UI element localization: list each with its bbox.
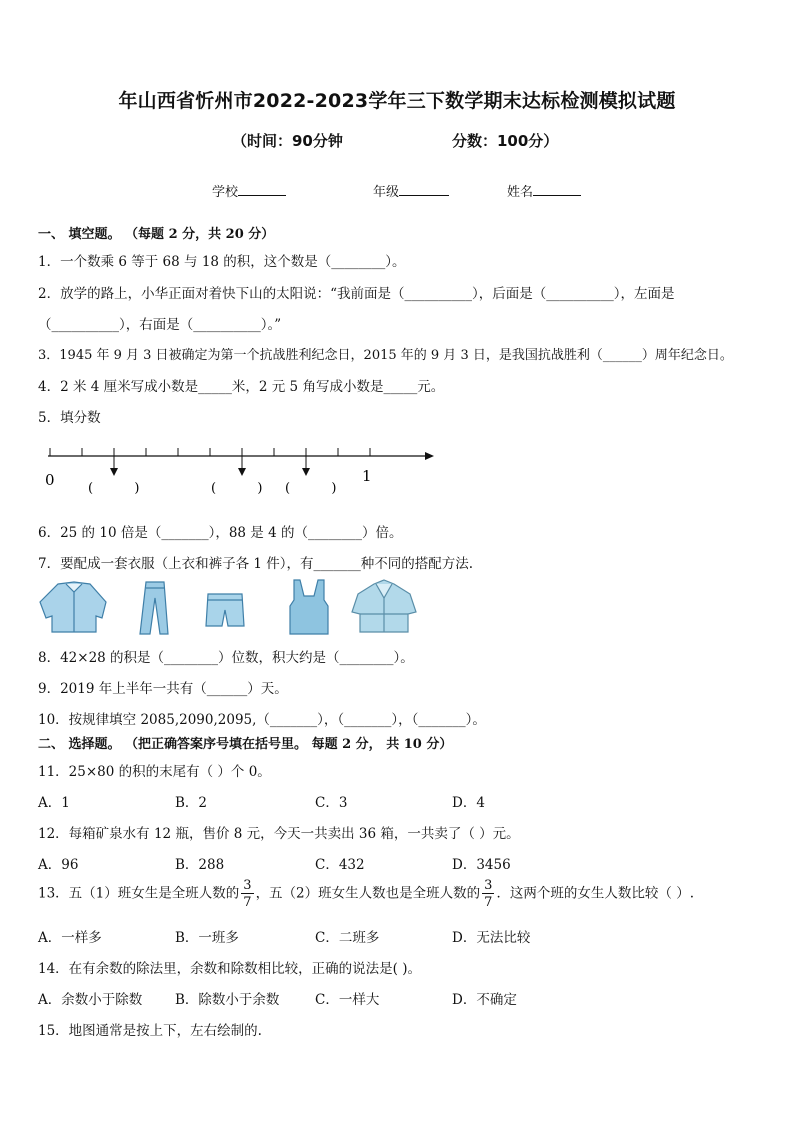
q13-fraction-1: $\frac{3}{7}$ [243, 878, 252, 910]
q13-fraction-2: $\frac{3}{7}$ [484, 878, 493, 910]
school-field[interactable] [212, 181, 286, 200]
q11-option-a[interactable]: A．1 [38, 795, 70, 811]
arrow-icon [302, 456, 310, 476]
page-title: 年山西省忻州市2022-2023学年三下数学期末达标检测模拟试题 [118, 90, 676, 112]
q13-option-a[interactable]: A．一样多 [38, 930, 102, 946]
number-line-blank-3[interactable]: ( ) [285, 481, 337, 496]
question-15: 15．地图通常是按上下，左右绘制的. [38, 1023, 262, 1039]
jacket-icon [40, 582, 106, 632]
q12-option-b[interactable]: B．288 [175, 857, 225, 873]
exam-score: 分数：100分） [452, 132, 559, 150]
q13-option-c[interactable]: C．二班多 [315, 930, 380, 946]
trousers-icon [140, 582, 168, 634]
name-field[interactable] [507, 181, 581, 200]
question-5: 5．填分数 [38, 410, 101, 426]
question-7: 7．要配成一套衣服（上衣和裤子各 1 件），有_______种不同的搭配方法. [38, 556, 474, 572]
q14-option-c[interactable]: C．一样大 [315, 992, 380, 1008]
grade-field[interactable] [373, 181, 449, 200]
shorts-icon [206, 594, 244, 626]
number-line-blank-2[interactable]: ( ) [211, 481, 263, 496]
q12-option-a[interactable]: A．96 [38, 857, 79, 873]
question-2-line-2: （__________），右面是（__________）。” [38, 317, 282, 333]
question-11: 11．25×80 的积的末尾有（ ）个 0。 [38, 764, 271, 780]
q14-option-d[interactable]: D．不确定 [452, 992, 517, 1008]
clothes-figure [36, 578, 426, 638]
question-1: 1．一个数乘 6 等于 68 与 18 的积，这个数是（________）。 [38, 254, 406, 270]
question-2-line-1: 2．放学的路上，小华正面对着快下山的太阳说：“我前面是（__________），后面是（__________），左面是 [38, 286, 675, 302]
number-line-start-label: 0 [45, 471, 55, 489]
section-1-heading: 一、 填空题。 （每题 2 分，共 20 分） [38, 227, 275, 242]
q11-option-b[interactable]: B．2 [175, 795, 208, 811]
question-9: 9．2019 年上半年一共有（______）天。 [38, 681, 288, 697]
number-line-blank-1[interactable]: ( ) [88, 481, 140, 496]
q13-option-d[interactable]: D．无法比较 [452, 930, 531, 946]
grade-label: 年级 [373, 185, 400, 200]
school-label: 学校 [212, 185, 239, 200]
question-13 [38, 879, 694, 909]
number-line [48, 448, 434, 460]
q14-option-b[interactable]: B．除数小于余数 [175, 992, 280, 1008]
number-line-figure [0, 430, 794, 500]
question-10: 10．按规律填空 2085,2090,2095,（_______），（_______），（_______）。 [38, 712, 486, 728]
number-line-end-label: 1 [362, 467, 372, 485]
q13-text-1: 13．五（1）班女生是全班人数的 [38, 885, 240, 902]
question-12: 12．每箱矿泉水有 12 瓶，售价 8 元，今天一共卖出 36 箱，一共卖了（ ）元。 [38, 826, 520, 842]
coat-icon [352, 580, 416, 632]
q13-text-3: ．这两个班的女生人数比较（ ）. [496, 885, 695, 902]
q13-option-b[interactable]: B．一班多 [175, 930, 239, 946]
arrow-icon [110, 456, 118, 476]
q12-option-d[interactable]: D．3456 [452, 857, 511, 873]
exam-time: （时间：90分钟 [232, 132, 343, 150]
q14-option-a[interactable]: A．余数小于除数 [38, 992, 143, 1008]
section-2-heading: 二、 选择题。 （把正确答案序号填在括号里。 每题 2 分， 共 10 分） [38, 737, 453, 752]
q11-option-c[interactable]: C．3 [315, 795, 348, 811]
question-6: 6．25 的 10 倍是（_______），88 是 4 的（________）倍。 [38, 525, 403, 541]
q12-option-c[interactable]: C．432 [315, 857, 365, 873]
arrow-icon [238, 456, 246, 476]
name-label: 姓名 [507, 185, 534, 200]
q13-text-2: ，五（2）班女生人数也是全班人数的 [255, 885, 481, 902]
q11-option-d[interactable]: D．4 [452, 795, 485, 811]
question-4: 4．2 米 4 厘米写成小数是_____米，2 元 5 角写成小数是_____元。 [38, 379, 445, 395]
question-8: 8．42×28 的积是（________）位数，积大约是（________）。 [38, 650, 414, 666]
tank-top-icon [290, 580, 328, 634]
question-3: 3．1945 年 9 月 3 日被确定为第一个抗战胜利纪念日，2015 年的 9 月 3 日，是我国抗战胜利（______）周年纪念日。 [38, 348, 733, 363]
question-14: 14．在有余数的除法里，余数和除数相比较，正确的说法是( )。 [38, 961, 422, 977]
